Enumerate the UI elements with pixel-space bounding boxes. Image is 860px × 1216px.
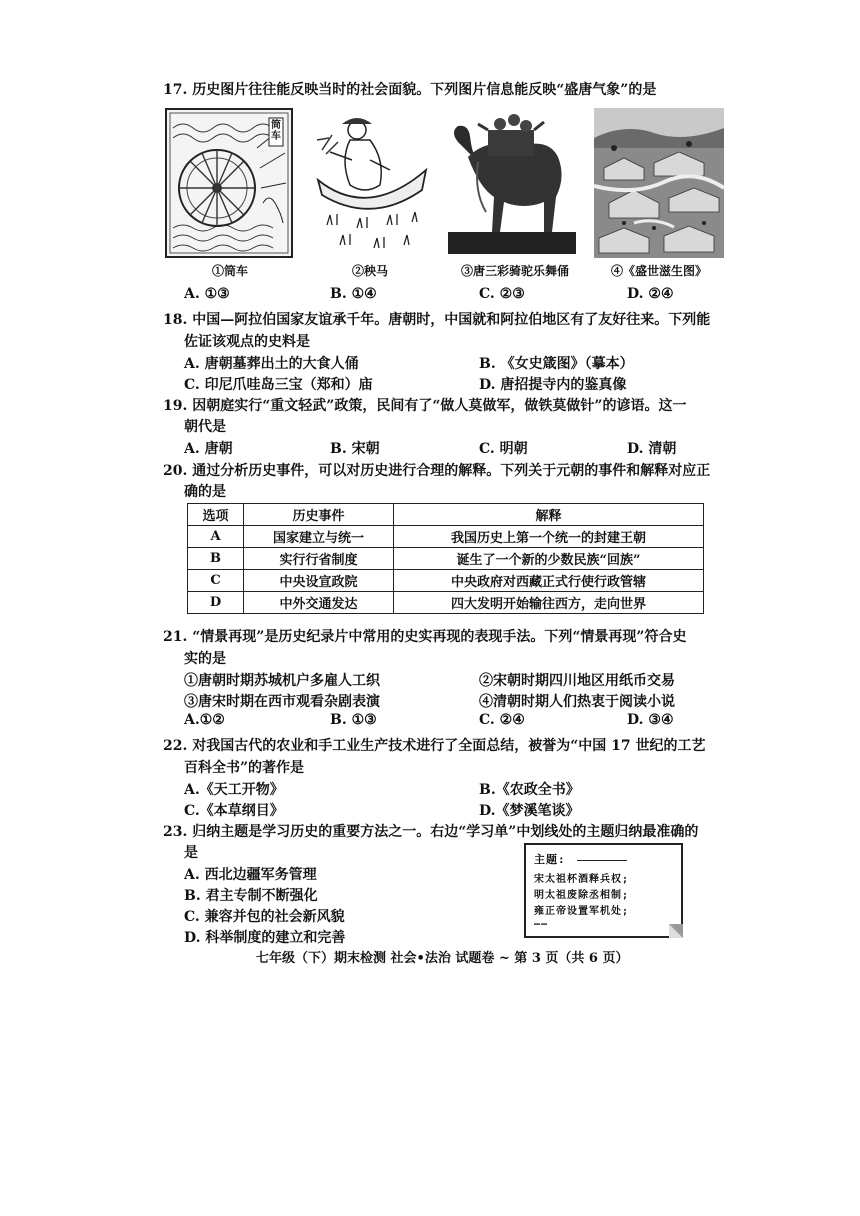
- table-row: [188, 526, 704, 548]
- table-cell: B: [188, 548, 244, 570]
- page-fold-icon: [669, 924, 683, 938]
- table-cell: A: [188, 526, 244, 548]
- q20-table: [187, 503, 704, 614]
- q21-item-1: ①唐朝时期苏城机户多雇人工织: [184, 673, 380, 689]
- q21-option-b[interactable]: B. ①③: [330, 712, 377, 728]
- q21-item-2: ②宋朝时期四川地区用纸币交易: [479, 673, 675, 689]
- rice-seedling-horse-illustration-icon: [312, 110, 432, 255]
- q18-option-c[interactable]: C. 印尼爪哇岛三宝（郑和）庙: [184, 377, 373, 393]
- q19-stem-line1: 19. 因朝庭实行“重文轻武”政策，民间有了“做人莫做军，做铁莫做针”的谚语。这一: [163, 398, 687, 414]
- waterwheel-illustration-icon: [165, 108, 293, 258]
- table-cell: 中央政府对西藏正式行使行政管辖: [394, 570, 704, 592]
- q21-option-a[interactable]: A.①②: [184, 712, 225, 728]
- q20-stem-line1: 20. 通过分析历史事件，可以对历史进行合理的解释。下列关于元朝的事件和解释对应正: [163, 463, 711, 479]
- table-header-cell: 历史事件: [244, 504, 394, 526]
- table-cell: 实行行省制度: [244, 548, 394, 570]
- q18-option-b[interactable]: B. 《女史箴图》（摹本）: [479, 356, 634, 372]
- study-sheet-line-4: ……: [534, 917, 549, 928]
- table-row: [188, 548, 704, 570]
- q21-option-d[interactable]: D. ③④: [627, 712, 674, 728]
- q17-option-d[interactable]: D. ②④: [627, 286, 674, 302]
- q17-option-c[interactable]: C. ②③: [479, 286, 525, 302]
- q18-option-d[interactable]: D. 唐招提寺内的鉴真像: [479, 377, 627, 393]
- study-sheet-title: [534, 851, 627, 867]
- q17-option-a[interactable]: A. ①③: [184, 286, 230, 302]
- q21-item-4: ④清朝时期人们热衷于阅读小说: [479, 694, 675, 710]
- q22-stem-line2: 百科全书”的著作是: [184, 760, 305, 776]
- q21-item-3: ③唐宋时期在西市观看杂剧表演: [184, 694, 380, 710]
- table-cell: C: [188, 570, 244, 592]
- table-row: [188, 570, 704, 592]
- image-caption-4: ④《盛世滋生图》: [610, 264, 707, 278]
- image-caption-2: ②秧马: [351, 264, 388, 278]
- q22-option-c[interactable]: C.《本草纲目》: [184, 803, 284, 819]
- q18-option-a[interactable]: A. 唐朝墓葬出土的大食人俑: [184, 356, 359, 372]
- table-header-row: [188, 504, 704, 526]
- q19-stem-line2: 朝代是: [184, 419, 226, 435]
- q23-option-c[interactable]: C. 兼容并包的社会新风貌: [184, 909, 345, 925]
- q22-option-d[interactable]: D.《梦溪笔谈》: [479, 803, 580, 819]
- table-cell: D: [188, 592, 244, 614]
- q21-stem-line2: 实的是: [184, 651, 226, 667]
- q19-option-b[interactable]: B. 宋朝: [330, 441, 380, 457]
- q23-option-b[interactable]: B. 君主专制不断强化: [184, 888, 318, 904]
- q22-option-a[interactable]: A.《天工开物》: [184, 782, 284, 798]
- q17-stem: 17. 历史图片往往能反映当时的社会面貌。下列图片信息能反映“盛唐气象”的是: [163, 82, 657, 98]
- table-cell: 中央设宣政院: [244, 570, 394, 592]
- q23-option-a[interactable]: A. 西北边疆军务管理: [184, 867, 317, 883]
- table-cell: 四大发明开始输往西方，走向世界: [394, 592, 704, 614]
- q17-option-b[interactable]: B. ①④: [330, 286, 377, 302]
- q19-option-a[interactable]: A. 唐朝: [184, 441, 233, 457]
- table-row: [188, 592, 704, 614]
- study-sheet-line-1: 宋太祖杯酒释兵权;: [534, 874, 630, 885]
- q19-option-d[interactable]: D. 清朝: [627, 441, 677, 457]
- tang-sancai-camel-figurine-icon: [448, 112, 576, 254]
- q19-option-c[interactable]: C. 明朝: [479, 441, 528, 457]
- q23-stem-line1: 23. 归纳主题是学习历史的重要方法之一。右边“学习单”中划线处的主题归纳最准确的: [163, 824, 699, 840]
- table-header-cell: 解释: [394, 504, 704, 526]
- table-cell: 国家建立与统一: [244, 526, 394, 548]
- q22-stem-line1: 22. 对我国古代的农业和手工业生产技术进行了全面总结，被誉为“中国 17 世纪的工艺: [163, 738, 706, 754]
- q23-option-d[interactable]: D. 科举制度的建立和完善: [184, 930, 346, 946]
- q20-stem-line2: 确的是: [184, 484, 226, 500]
- study-sheet: [524, 843, 683, 938]
- study-sheet-title-text: 主题:: [534, 853, 566, 866]
- q18-stem-line1: 18. 中国—阿拉伯国家友谊承千年。唐朝时，中国就和阿拉伯地区有了友好往来。下列能: [163, 312, 711, 328]
- q18-stem-line2: 佐证该观点的史料是: [184, 334, 310, 350]
- q21-option-c[interactable]: C. ②④: [479, 712, 525, 728]
- q23-stem-line2: 是: [184, 845, 198, 861]
- table-cell: 诞生了一个新的少数民族“回族”: [394, 548, 704, 570]
- table-header-cell: 选项: [188, 504, 244, 526]
- study-sheet-line-3: 雍正帝设置军机处;: [534, 906, 630, 917]
- study-sheet-blank: [577, 860, 627, 861]
- table-cell: 我国历史上第一个统一的封建王朝: [394, 526, 704, 548]
- image-caption-3: ③唐三彩骑驼乐舞俑: [460, 264, 569, 278]
- study-sheet-line-2: 明太祖废除丞相制;: [534, 890, 630, 901]
- waterwheel-inset-label: 筒车: [271, 120, 281, 142]
- image-caption-1: ①筒车: [211, 264, 248, 278]
- prosperous-city-painting-icon: [594, 108, 724, 258]
- page-footer: 七年级（下）期末检测 社会•法治 试题卷 ~ 第 3 页（共 6 页）: [256, 951, 629, 966]
- q22-option-b[interactable]: B.《农政全书》: [479, 782, 580, 798]
- q21-stem-line1: 21. “情景再现”是历史纪录片中常用的史实再现的表现手法。下列“情景再现”符合史: [163, 629, 687, 645]
- table-cell: 中外交通发达: [244, 592, 394, 614]
